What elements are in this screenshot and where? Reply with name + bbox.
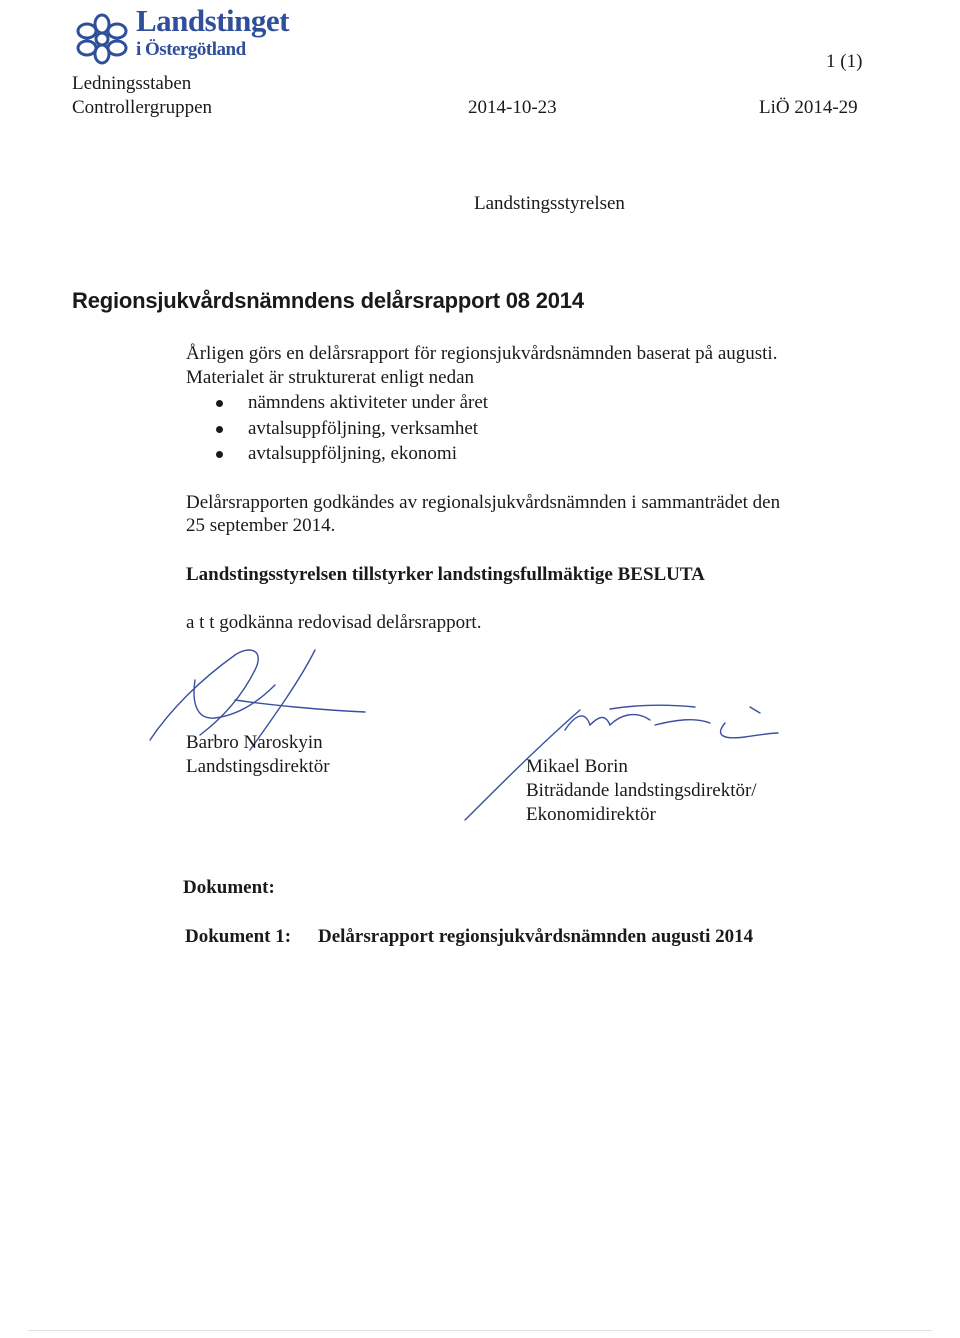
approval-line-2: 25 september 2014. — [186, 515, 336, 536]
decision-text: a t t godkänna redovisad delårsrapport. — [186, 612, 482, 633]
signer-1-title: Landstingsdirektör — [186, 756, 330, 777]
document-date: 2014-10-23 — [468, 97, 557, 118]
documents-heading: Dokument: — [183, 877, 275, 898]
landstinget-logo-icon — [74, 14, 130, 64]
document-1-title: Delårsrapport regionsjukvårdsnämnden augusti 2014 — [318, 926, 754, 947]
bullet-icon — [216, 426, 223, 433]
document-1-label: Dokument 1: — [185, 926, 292, 947]
logo-text-line1: Landstinget — [136, 3, 289, 38]
list-item-text: nämndens aktiviteter under året — [248, 392, 489, 413]
approval-line-1: Delårsrapporten godkändes av regionalsjukvårdsnämnden i sammanträdet den — [186, 492, 781, 513]
list-item-text: avtalsuppföljning, verksamhet — [248, 417, 479, 439]
page-edge-divider — [28, 1330, 932, 1331]
list-item — [186, 390, 488, 416]
signer-2-title-line-1: Biträdande landstingsdirektör/ — [526, 780, 757, 801]
page-number: 1 (1) — [826, 51, 863, 72]
department: Ledningsstaben — [72, 73, 192, 94]
activity-list — [186, 390, 488, 467]
bullet-icon — [216, 451, 223, 458]
list-item — [186, 416, 488, 442]
bullet-icon — [216, 400, 223, 407]
intro-line-1: Årligen görs en delårsrapport för regionsjukvårdsnämnden baserat på augusti. — [186, 343, 778, 364]
signer-1-name: Barbro Naroskyin — [186, 732, 323, 753]
recipient: Landstingsstyrelsen — [474, 193, 625, 214]
logo-text-line2: i Östergötland — [136, 39, 246, 60]
signer-2-name: Mikael Borin — [526, 756, 628, 777]
decision-heading: Landstingsstyrelsen tillstyrker landstingsfullmäktige BESLUTA — [186, 564, 705, 585]
page-title: Regionsjukvårdsnämndens delårsrapport 08 2014 — [72, 288, 584, 313]
list-item — [186, 441, 488, 467]
intro-line-2: Materialet är strukturerat enligt nedan — [186, 367, 475, 388]
reference-number: LiÖ 2014-29 — [759, 97, 858, 118]
group: Controllergruppen — [72, 97, 213, 118]
signer-2-title-line-2: Ekonomidirektör — [526, 804, 656, 825]
list-item-text: avtalsuppföljning, ekonomi — [248, 443, 457, 464]
